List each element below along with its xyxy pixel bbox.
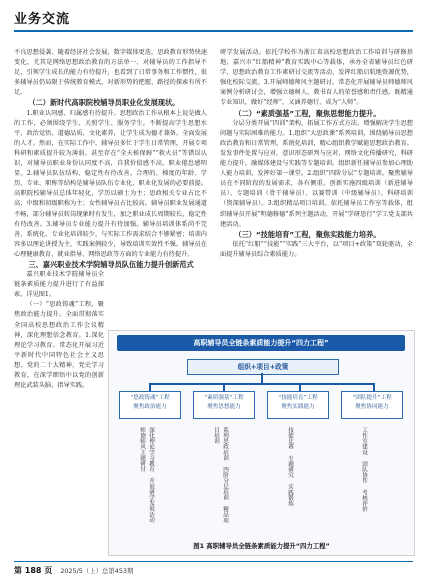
figure-connector-3: [299, 383, 301, 391]
right-heading-2: （三）“技能培育”工程，聚焦实践能力培养。: [234, 229, 381, 239]
right-heading-1: （二）“素质强基”工程，聚焦思想能力提升。: [234, 108, 381, 118]
right-paragraph-1: 研学发展活动。依托学校作为浙江省高校思想政治工作培训与研修基地，嘉兴市“红船精神”教育实践中心等载体，承办全省辅导员红色研学、思想政治教育工作素研讨交流等活动，发挥红船启航地资源优势，强化校际交流。3.开展师德师风主题研讨。常态化开展辅导员师德师风案例分析研讨会，增强立德树人、教书育人的荣誉感和责任感，既精通专业知识，做好“经师”，又涵养德行，成为“人师”。: [220, 49, 413, 107]
figure-connector-4: [373, 383, 375, 391]
pillar-1-title: “思政铸魂”工程: [130, 395, 170, 401]
pillar-3-subtitle: 聚焦实践能力: [281, 404, 315, 410]
figure-connector-2: [223, 383, 225, 391]
figure-connector-1: [149, 383, 151, 391]
figure-title: 高职辅导员全链条素质能力提升“四力工程”: [117, 335, 405, 351]
issue-info: 2025/5（上）总第453期: [60, 567, 134, 575]
left-paragraph-2: 1.职业认同感、归属感有待提升。思想政治工作从根本上说是做人的工作，必须围绕学生、关照学生、服务学生，不断提高学生思想水平、政治觉悟、道德品质、文化素养，让学生成为德才兼备、全面发展的人才。然而，在实际工作中，辅导员多忙于学生日常管理，开展专项科研和素质提升较为薄弱。甚至存在“全天候保姆”“救火员”等错误认识，对辅导员职业身份认同度不高，自我价值感不高，职业倦怠感明显。2.辅导员队伍结构、稳定性有待改善。合理的、梯度的年龄、学历、专业、职称等结构是辅导员队伍专业化、职业化发展的必要前提。高职院校辅导员总体年轻化，学历以硕士为主；思政相关专业占比不高；中级和初级职称为主；女性辅导员占比较高。辅导员职业发展通道不畅，部分辅导员转岗现象时有发生，加之职业成长周期较长，稳定性有待改善。3.辅导员专业能力提升有待加强。辅导员培训体系尚不完善，系统化、专业化培训较少，与实际工作需求结合不够紧密；培训内容多以理论讲授为主，实践案例较少，导致培训实效性不强。辅导员在心理健康教育、就业指导、网络思政等方面的专业能力有待提升。: [14, 109, 207, 258]
section-title: 业务交流: [14, 12, 71, 27]
figure-pillar-1: [119, 391, 181, 419]
page-footer: [14, 565, 413, 577]
footer-rule: [14, 561, 413, 562]
left-paragraph-1: 不良思想侵袭、随着经济社会发展，数字媒体更迭，思政教育形势快速变化，尤其是网络思想政治教育的方法单一、对辅导员的工作指导不足，引领学生成长的能力有待提升，也看到了日常事务和工作惯性，很多辅导员仍局限于传统教育模式，对新形势的把握、路径的探索有所不足。: [14, 49, 207, 97]
right-paragraph-3: 依托“红船”“技能”“实践”三大平台，以“项目+政策”双轮驱动，全面提升辅导员综合素质能力。: [220, 240, 413, 258]
figure-caption: 图1 高职辅导员全链条素质能力提升“四力工程”: [193, 542, 330, 550]
pillar-1-subtitle: 聚焦政治能力: [133, 404, 167, 410]
bottom-paragraph-2: （一）“思政铸魂”工程，聚焦政治能力提升。全面贯彻落实全国高校思想政治工作会议精神，深化理想信念教育。1.深化理论学习教育。常态化开展习近平新时代中国特色社会主义思想、党的二十大精神、党史学习教育，在深学细悟中以党的创新理论武装头脑、指导实践。: [14, 301, 104, 390]
bottom-paragraph-1: 嘉兴职业技术学院辅导员全链条素质能力提升进行了有益探索，详见图1。: [14, 271, 104, 299]
figure-pillar-2: [193, 391, 255, 419]
figure-items-1: 深化理论学习教育 开展研学发展活动 师德师风主题研讨: [139, 427, 154, 523]
right-paragraph-2: 分层分类开展“四训”架构，拓展工作方式方法，增强解决学生思想问题与实际困难的能力。1.组织“大思政课”系列培训，围绕辅导员思想政治教育和日常管理，系统化培训，精心组织教学赋能思想政治教育。发发事件处置与应对，意识形态研判与应对，网络文化传播研究，科研能力提升，融媒体建设与实践等专题培训。组织新任辅导员参加心理助人能力培训，发挥好第一课堂。2.组织“四阶分层”专题培训。聚焦辅导员在不同阶段的发展需求，各有侧重，创新实施四级培训（新进辅导员）、专题培训（骨干辅导员）、以赛带训（中级辅导员）、科研培训（资深辅导员）。3.组织精品项目培训。依托辅导员工作室等载体，组织辅导员开展“明德修德”系列主题活动，开展“学研思行”学工党支部共建活动。: [220, 119, 413, 228]
right-column: [220, 48, 413, 260]
pillar-2-title: “素质强基”工程: [204, 395, 244, 401]
figure-items-4: 工作室建设 团队协作 考核评价: [361, 427, 367, 512]
left-heading-2: （二）新时代高职院校辅导员职业化发展现状。: [28, 98, 180, 108]
pillar-2-subtitle: 聚焦思想能力: [207, 404, 241, 410]
figure-1: [108, 330, 415, 556]
figure-items-2: 系列思政培训 四阶分层培训 精品项目培训: [213, 427, 228, 523]
figure-pillar-4: [341, 391, 403, 419]
pillar-4-title: “团队提升”工程: [352, 395, 392, 401]
bottom-section-heading: 三、嘉兴职业技术学院辅导员队伍能力提升创新范式: [28, 259, 194, 269]
page-number: 第 188 页: [14, 566, 53, 575]
pillar-4-subtitle: 聚焦协同能力: [355, 404, 389, 410]
header-rule: [14, 30, 413, 32]
figure-connector-horizontal: [149, 383, 375, 385]
figure-connector-vertical: [261, 373, 263, 383]
pillar-3-title: “技能培育”工程: [278, 395, 318, 401]
figure-pillar-3: [267, 391, 329, 419]
page-header: [0, 0, 427, 40]
figure-subtitle: 组织+项目+政策: [187, 359, 339, 375]
figure-items-3: 技能比赛 专题研究 实践锻炼: [287, 427, 293, 507]
